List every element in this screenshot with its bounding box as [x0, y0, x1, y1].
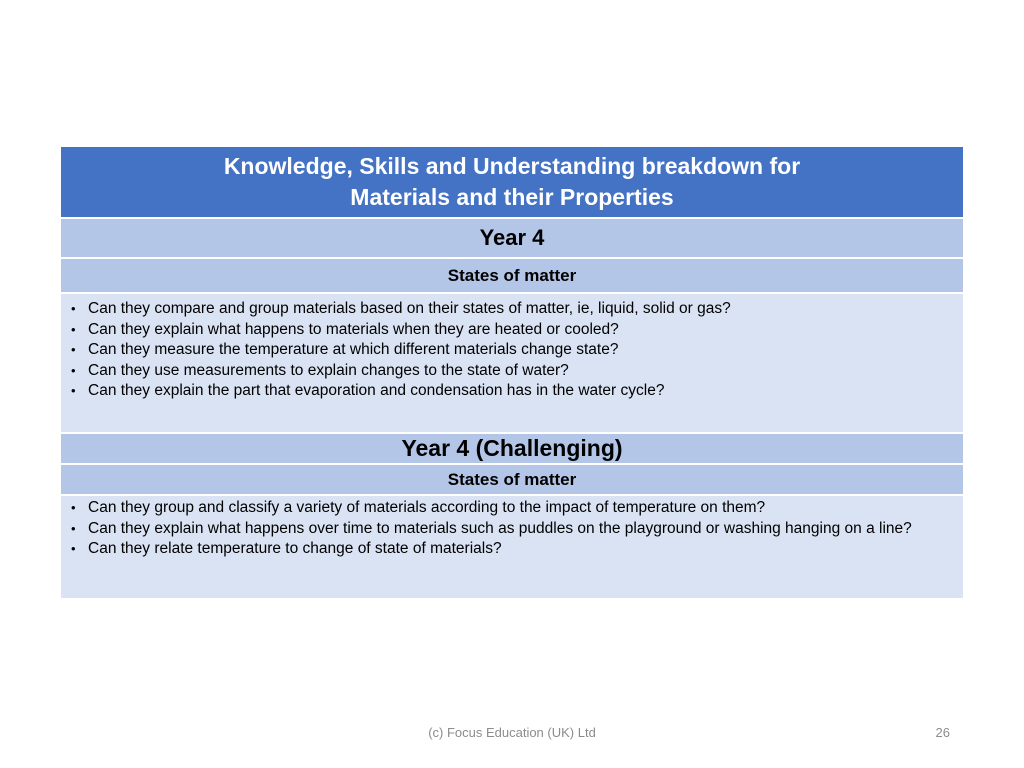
table-header: [61, 147, 963, 219]
list-item: • Can they explain the part that evaporation and condensation has in the water cycle?: [69, 381, 955, 402]
topic-heading: States of matter: [61, 259, 963, 294]
list-item: • Can they use measurements to explain changes to the state of water?: [69, 361, 955, 382]
breakdown-table: [61, 147, 963, 600]
topic-heading-challenging: States of matter: [61, 465, 963, 496]
criteria-list-container-challenging: [61, 496, 963, 600]
list-item: • Can they explain what happens over time to materials such as puddles on the playground or washing hanging on a line?: [69, 519, 955, 540]
list-item: • Can they group and classify a variety of materials according to the impact of temperature on them?: [69, 498, 955, 519]
page-number: 26: [935, 725, 950, 740]
criteria-list-challenging: [69, 498, 955, 560]
footer-copyright: (c) Focus Education (UK) Ltd: [428, 725, 596, 740]
list-item: • Can they explain what happens to materials when they are heated or cooled?: [69, 320, 955, 341]
header-title-line2: Materials and their Properties: [350, 184, 674, 210]
year-heading: Year 4: [61, 219, 963, 259]
criteria-list: [69, 299, 955, 402]
year-heading-challenging: Year 4 (Challenging): [61, 434, 963, 465]
list-item: • Can they compare and group materials based on their states of matter, ie, liquid, solid or gas?: [69, 299, 955, 320]
list-item: • Can they measure the temperature at which different materials change state?: [69, 340, 955, 361]
list-item: • Can they relate temperature to change of state of materials?: [69, 539, 955, 560]
header-title-line1: Knowledge, Skills and Understanding breakdown for: [223, 153, 801, 179]
criteria-list-container: [61, 294, 963, 434]
